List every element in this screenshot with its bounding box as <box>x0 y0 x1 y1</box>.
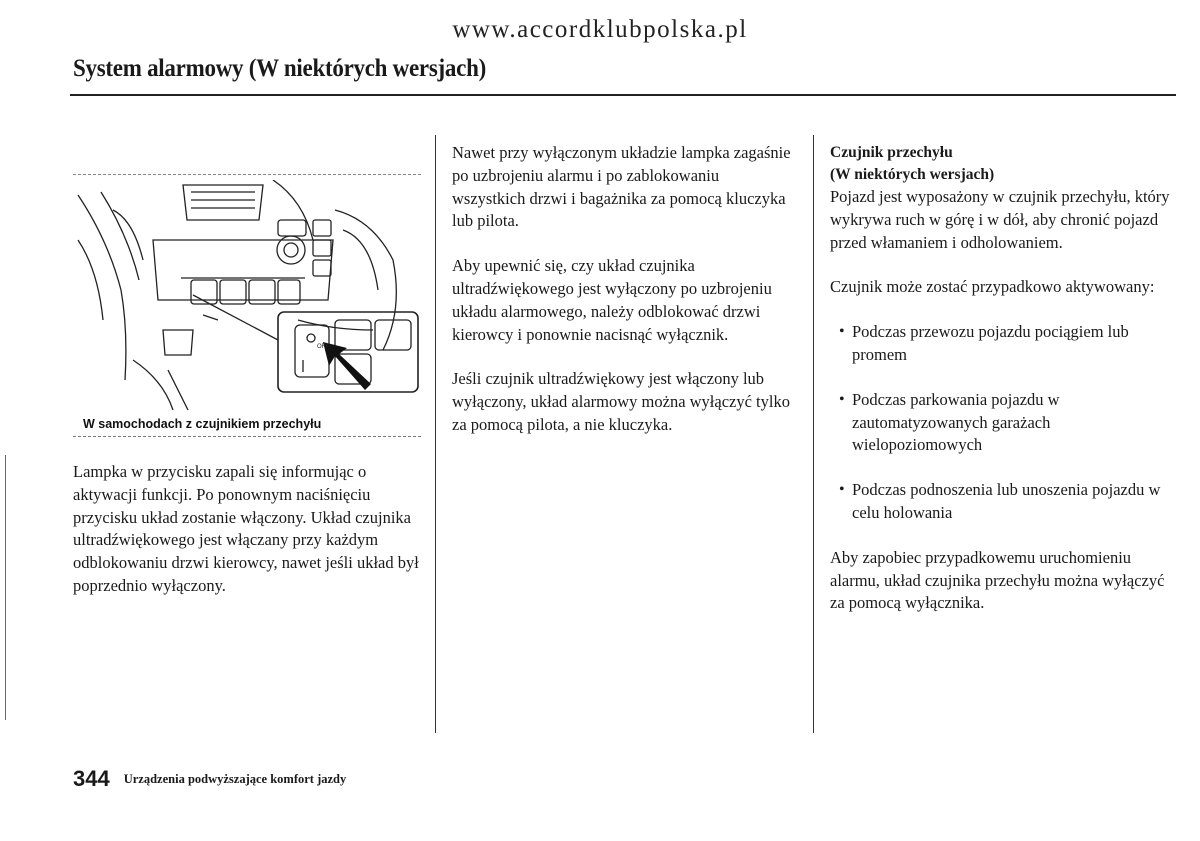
list-item <box>830 479 1175 525</box>
bullet-icon: • <box>839 390 845 408</box>
subheading-line-1: Czujnik przechyłu <box>830 144 953 161</box>
bullet-icon: • <box>839 481 845 499</box>
dashboard-figure <box>73 172 423 442</box>
lead-in-paragraph: Czujnik może zostać przypadkowo aktywowany: <box>830 277 1155 297</box>
edge-mark <box>5 455 6 720</box>
section-title: System alarmowy (W niektórych wersjach) <box>73 55 486 82</box>
watermark-url: www.accordklubpolska.pl <box>452 16 748 43</box>
middle-column <box>452 142 792 459</box>
figure-bottom-border <box>73 436 421 437</box>
footer-chapter-title: Urządzenia podwyższające komfort jazdy <box>123 771 347 786</box>
intro-paragraph: Pojazd jest wyposażony w czujnik przechyłu, który wykrywa ruch w górę i w dół, aby chronić pojazd przed włamaniem i odholowaniem. <box>830 187 1170 252</box>
figure-caption: W samochodach z czujnikiem przechyłu <box>83 417 322 431</box>
column-divider-right <box>813 135 814 733</box>
right-column <box>830 142 1175 615</box>
left-paragraph: Lampka w przycisku zapali się informując o aktywacji funkcji. Po ponownym naciśnięciu przycisku układ zostanie włączony. Układ czujnika ultradźwiękowego jest włączany przy każdym odblokowaniu drzwi kierowcy, nawet jeśli układ był poprzednio wyłączony. <box>73 462 419 595</box>
bullet-text: Podczas parkowania pojazdu w zautomatyzowanych garażach wielopoziomowych <box>852 389 1060 455</box>
page-number: 344 <box>73 766 110 791</box>
bullet-text: Podczas podnoszenia lub unoszenia pojazdu w celu holowania <box>852 480 1161 522</box>
list-item <box>830 389 1175 457</box>
svg-text:OFF: OFF <box>317 344 329 350</box>
title-rule <box>70 94 1176 96</box>
middle-paragraph-3: Jeśli czujnik ultradźwiękowy jest włączony lub wyłączony, układ alarmowy można wyłączyć tylko za pomocą pilota, a nie kluczyka. <box>452 369 790 434</box>
figure-top-border <box>73 174 421 175</box>
dashboard-illustration <box>73 180 423 415</box>
bullet-icon: • <box>839 323 845 341</box>
middle-paragraph-1: Nawet przy wyłączonym układzie lampka zagaśnie po uzbrojeniu alarmu i po zablokowaniu wszystkich drzwi i bagażnika za pomocą kluczyka lub pilota. <box>452 143 791 231</box>
middle-paragraph-2: Aby upewnić się, czy układ czujnika ultradźwiękowego jest wyłączony po uzbrojeniu układu alarmowego, należy odblokować drzwi kierowcy i ponownie nacisnąć wyłącznik. <box>452 256 772 344</box>
list-item <box>830 321 1175 367</box>
bullet-text: Podczas przewozu pojazdu pociągiem lub promem <box>852 322 1129 364</box>
subheading-line-2: (W niektórych wersjach) <box>830 166 995 183</box>
bullet-list <box>830 321 1175 525</box>
left-column <box>73 461 423 598</box>
closing-paragraph: Aby zapobiec przypadkowemu uruchomieniu alarmu, układ czujnika przechyłu można wyłączyć za pomocą wyłącznika. <box>830 547 1165 613</box>
page-footer <box>73 766 346 792</box>
column-divider-left <box>435 135 436 733</box>
